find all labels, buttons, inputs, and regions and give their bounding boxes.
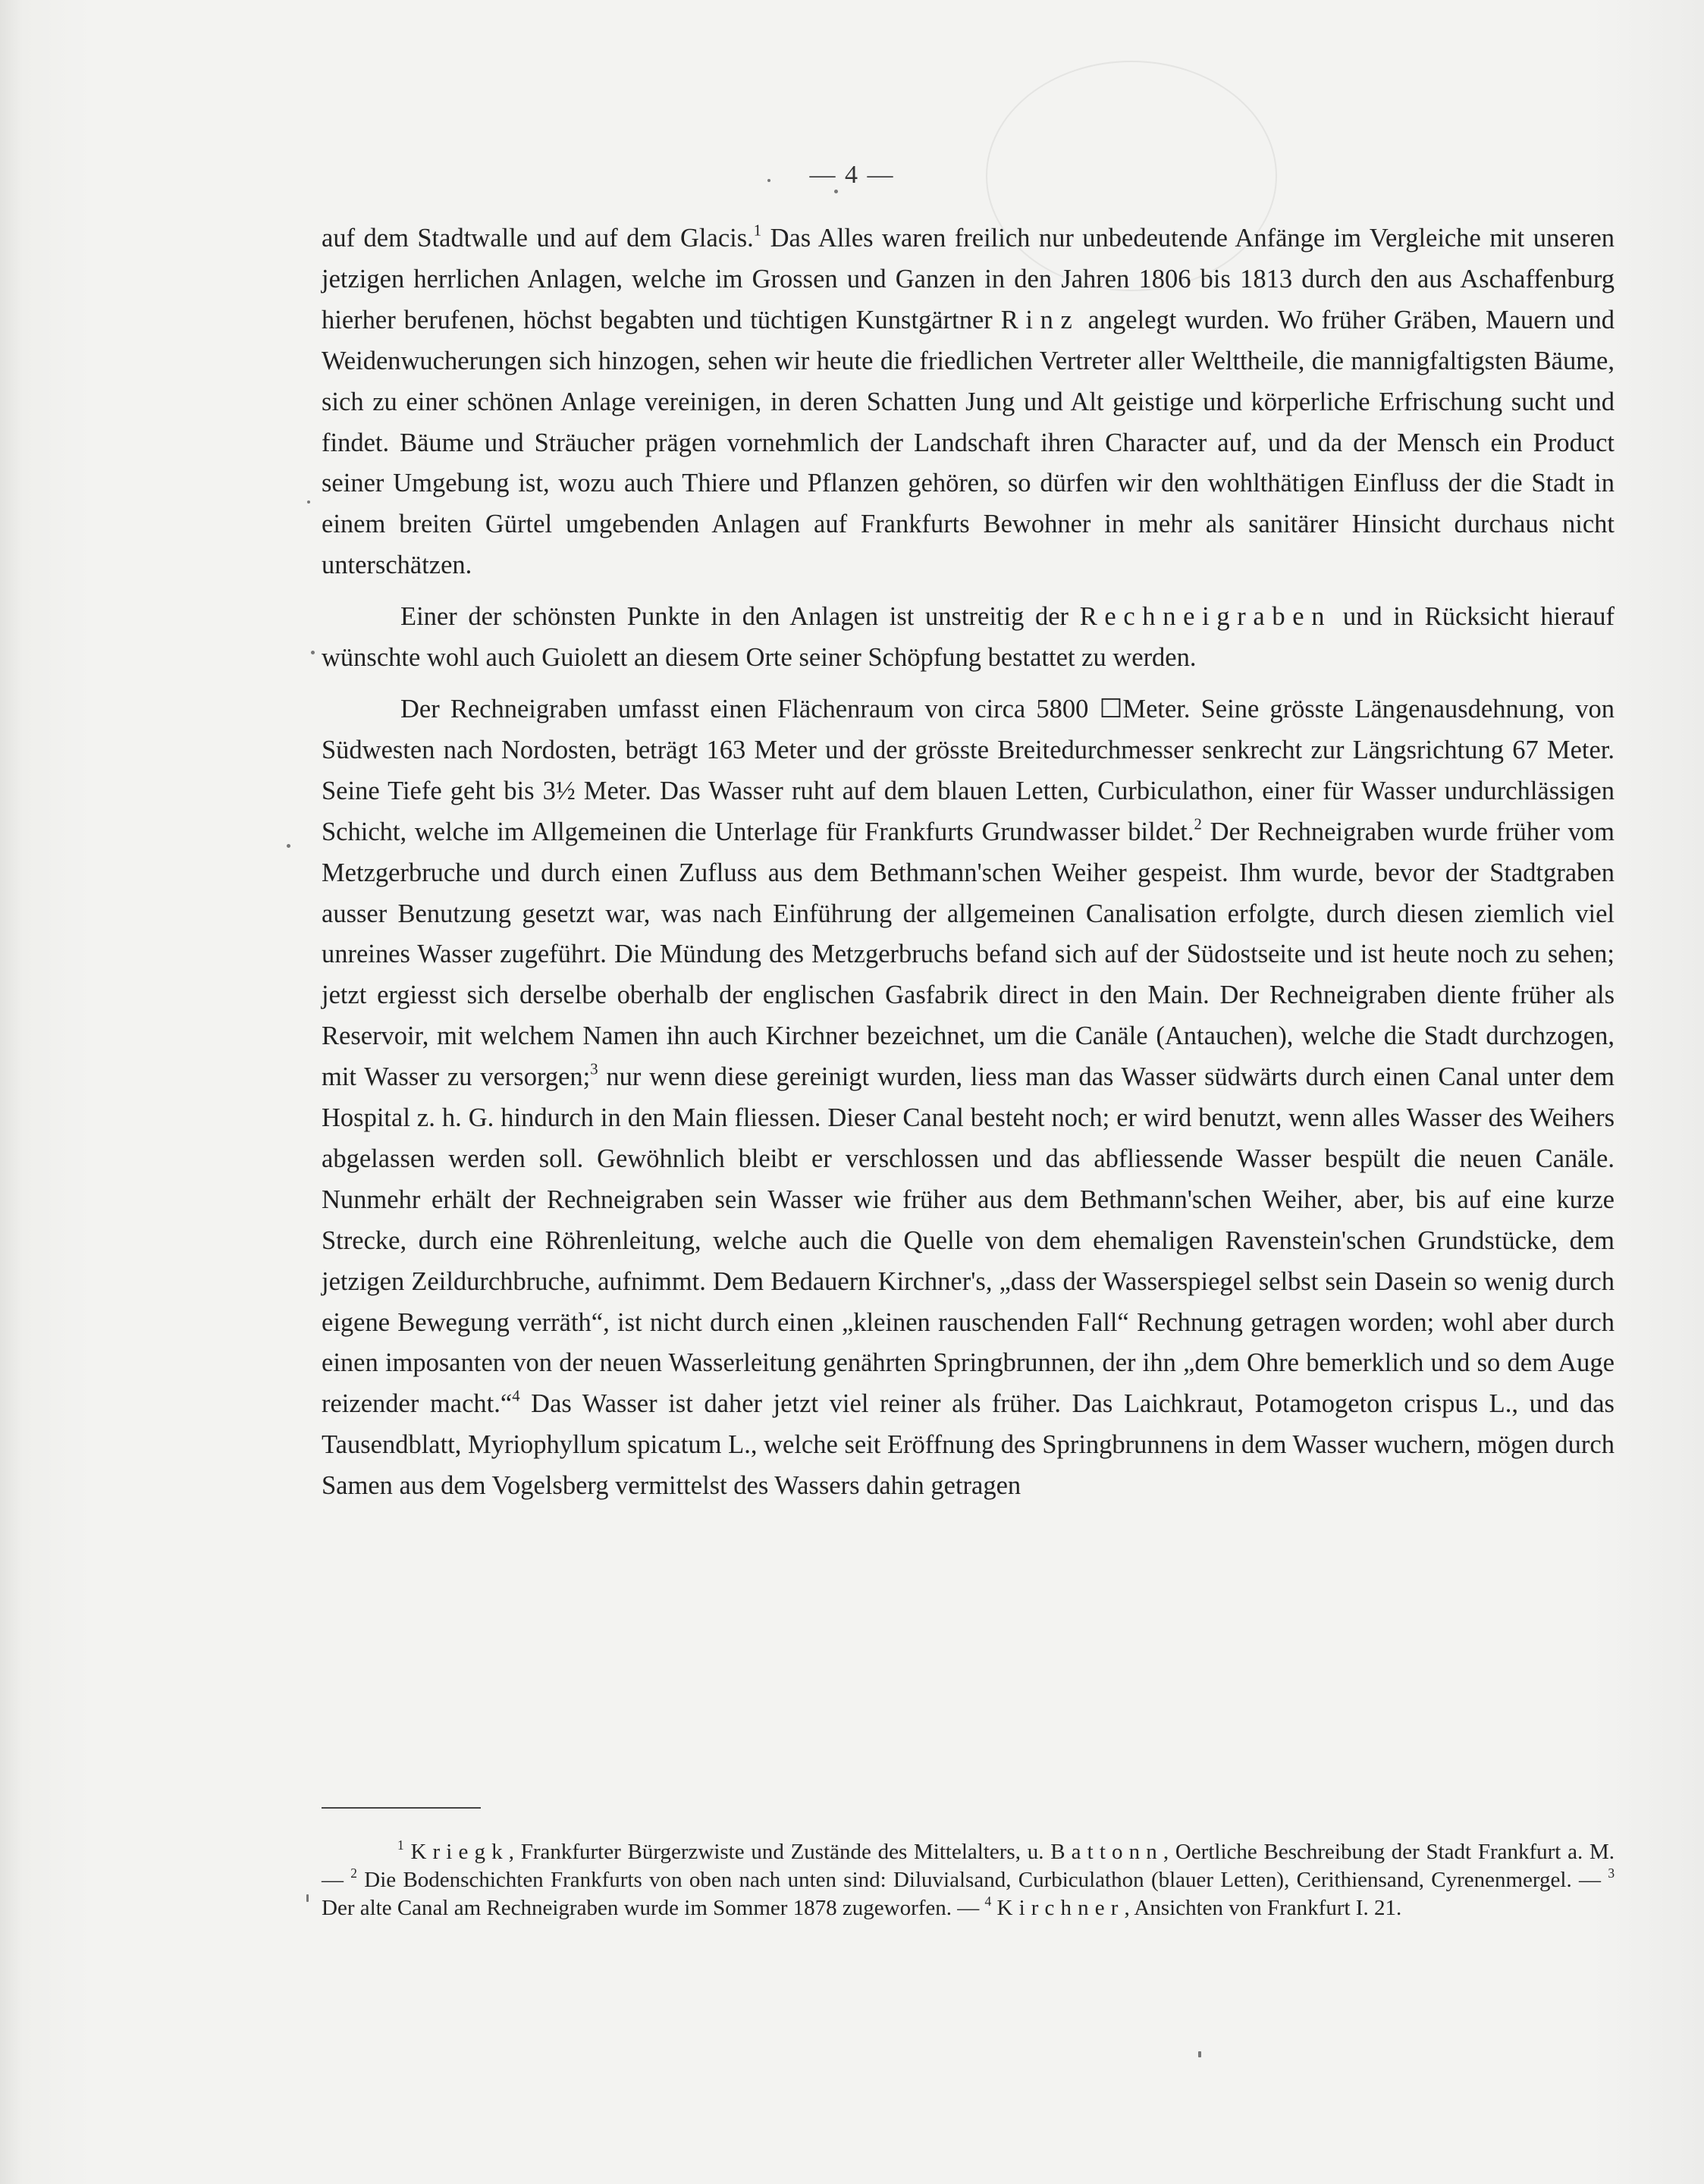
spaced-name: Kriegk [410,1840,509,1864]
text-run: nur wenn diese gereinigt wurden, liess man das Wasser südwärts durch einen Canal unter dem Hospital z. h. G. hindurch in den Main fliessen. Dieser Canal besteht noch; er wird benutzt, wenn alles Wasser des Weihers abgelassen werden soll. Gewöhnlich bleibt er verschlossen und das abfliessende Wasser bespült die neuen Canäle. Nunmehr erhält der Rechneigraben sein Wasser wie früher aus dem Bethmann'schen Weiher, aber, bis auf eine kurze Strecke, durch eine Röhrenleitung, welche auch die Quelle von dem ehemaligen Ravenstein'schen Grundstücke, dem jetzigen Zeildurchbruche, aufnimmt. Dem Bedauern Kirchner's, „dass der Wasserspiegel selbst sein Dasein so wenig durch eigene Bewegung verräth“, ist nicht durch einen „kleinen rauschenden Fall“ Rechnung getragen worden; wohl aber durch einen imposanten von der neuen Wasserleitung genährten Springbrunnen, der ihn „dem Ohre bemerklich und so dem Auge reizender macht.“ [322,1062,1615,1419]
text-run [991,1896,996,1920]
footnote-marker: 2 [1194,816,1202,833]
scan-speck [311,651,315,654]
paragraph [322,597,1615,679]
footnotes [322,1838,1615,1922]
scan-speck [287,844,290,848]
text-run: Der Rechneigraben wurde früher vom Metzgerbruche und durch einen Zufluss aus dem Bethmann'schen Weiher gespeist. Ihm wurde, bevor der Stadtgraben ausser Benutzung gesetzt war, was nach Einführung der allgemeinen Canalisation erfolgte, durch diesen ziemlich viel unreines Wasser zugeführt. Die Mündung des Metzgerbruchs befand sich auf der Südostseite und ist heute noch zu sehen; jetzt ergiesst sich derselbe oberhalb der englischen Gasfabrik direct in den Main. Der Rechneigraben diente früher als Reservoir, mit welchem Namen ihn auch Kirchner bezeichnet, um die Canäle (Antauchen), welche die Stadt durchzogen, mit Wasser zu versorgen; [322,817,1615,1092]
footnote-marker: 3 [590,1061,598,1078]
text-run: Einer der schönsten Punkte in den Anlagen ist unstreitig der [400,602,1080,632]
scan-speck [1198,2051,1201,2057]
scan-speck [307,500,310,504]
paragraph [322,689,1615,1507]
body-text [322,218,1615,1507]
text-run: Das Alles waren freilich nur unbedeutende Anfänge im Vergleiche mit unseren jetzigen herrlichen Anlagen, welche im Grossen und Ganzen in den Jahren 1806 bis 1813 durch den aus Aschaffenburg hierher berufenen, höchst begabten und tüchtigen Kunstgärtner [322,224,1615,334]
footnote-marker: 1 [753,222,762,240]
text-run: , Frankfurter Bürgerzwiste und Zustände des Mittelalters, u. [508,1840,1051,1864]
text-run: Der Rechneigraben umfasst einen Flächenraum von circa 5800 ☐Meter. Seine grösste Längenausdehnung, von Südwesten nach Nordosten, beträgt 163 Meter und der grösste Breitedurchmesser senkrecht zur Längsrichtung 67 Meter. Seine Tiefe geht bis 3½ Meter. Das Wasser ruht auf dem blauen Letten, Curbiculathon, einer für Wasser undurchlässigen Schicht, welche im Allgemeinen die Unterlage für Frankfurts Grundwasser bildet. [322,694,1615,846]
scan-speck [306,1894,309,1902]
spaced-name: Kirchner [996,1896,1125,1920]
text-run: Die Bodenschichten Frankfurts von oben nach unten sind: Diluvialsand, Curbiculathon (blauer Letten), Cerithiensand, Cyrenenmergel. — [357,1868,1608,1892]
footnote-marker: 4 [512,1388,520,1405]
text-run: , Oertliche Beschreibung der Stadt Frankfurt a. M. — [322,1840,1615,1892]
footnote-separator [322,1807,481,1809]
text-run: Das Wasser ist daher jetzt viel reiner als früher. Das Laichkraut, Potamogeton crispus L., und das Tausendblatt, Myriophyllum spicatum L., welche seit Eröffnung des Springbrunnens in dem Wasser wuchern, mögen durch Samen aus dem Vogelsberg vermittelst des Wassers dahin getragen [322,1389,1615,1501]
text-run: und in Rücksicht hierauf wünschte wohl auch Guiolett an diesem Orte seiner Schöpfung bestattet zu werden. [322,602,1615,673]
footnote-marker: 3 [1608,1865,1615,1881]
scan-speck [767,179,770,182]
text-run: auf dem Stadtwalle und auf dem Glacis. [322,224,754,253]
text-run: Der alte Canal am Rechneigraben wurde im Sommer 1878 zugeworfen. — [322,1896,985,1920]
paragraph [322,218,1615,586]
footnote-marker: 2 [350,1865,357,1881]
scan-speck [834,190,838,193]
footnote-marker: 4 [984,1893,992,1909]
text-run: angelegt wurden. Wo früher Gräben, Mauern und Weidenwucherungen sich hinzogen, sehen wir heute die friedlichen Vertreter aller Welttheile, die mannigfaltigsten Bäume, sich zu einer schönen Anlage vereinigen, in deren Schatten Jung und Alt geistige und körperliche Erfrischung sucht und findet. Bäume und Sträucher prägen vornehmlich der Landschaft ihren Character auf, und da der Mensch ein Product seiner Umgebung ist, wozu auch Thiere und Pflanzen gehören, so dürfen wir den wohlthätigen Einfluss der die Stadt in einem breiten Gürtel umgebenden Anlagen auf Frankfurts Bewohner in mehr als sanitärer Hinsicht durchaus nicht unterschätzen. [322,305,1615,580]
footnote-marker: 1 [397,1837,404,1853]
spaced-name: Rechneigraben [1079,602,1332,632]
text-run: , Ansichten von Frankfurt I. 21. [1124,1896,1402,1920]
spaced-name: Rinz [1000,305,1080,334]
page-number: — 4 — [809,161,895,189]
spaced-name: Battonn [1050,1840,1163,1864]
